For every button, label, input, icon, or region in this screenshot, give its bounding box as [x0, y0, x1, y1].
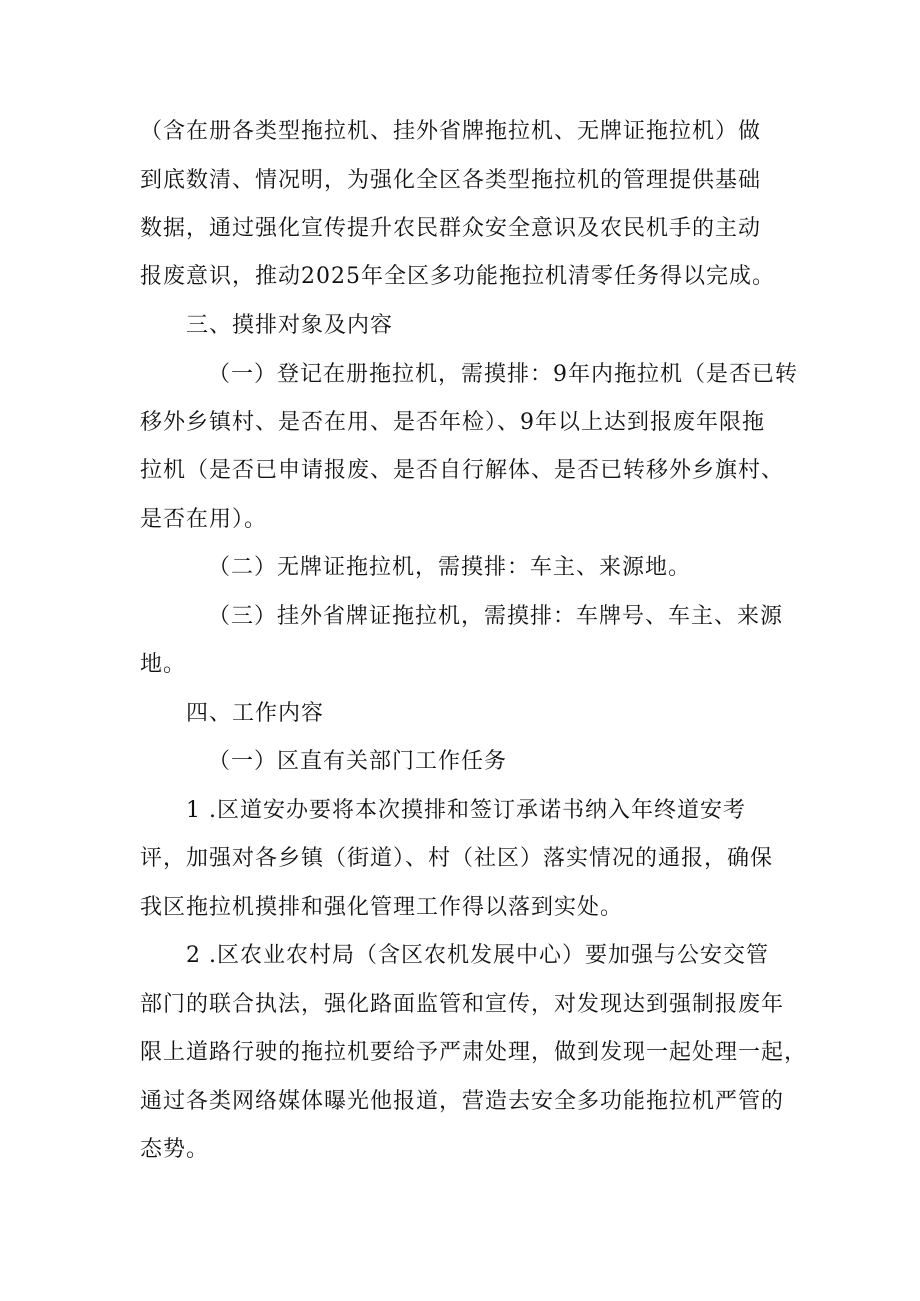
- paragraph-line: 数据，通过强化宣传提升农民群众安全意识及农民机手的主动: [140, 216, 762, 241]
- paragraph-line: 我区拖拉机摸排和强化管理工作得以落到实处。: [140, 895, 624, 920]
- paragraph-line: （二）无牌证拖拉机，需摸排：车主、来源地。: [208, 555, 692, 580]
- paragraph-line: 地。: [140, 652, 187, 677]
- section-heading: 四、工作内容: [186, 701, 325, 726]
- paragraph-line: 态势。: [140, 1137, 210, 1162]
- paragraph-line: 2 .区农业农村局（含区农机发展中心）要加强与公安交管: [186, 943, 769, 968]
- paragraph-line: 评，加强对各乡镇（街道）、村（社区）落实情况的通报，确保: [140, 846, 774, 871]
- paragraph-line: 部门的联合执法，强化路面监管和宣传，对发现达到强制报废年: [140, 992, 785, 1017]
- paragraph-line: 到底数清、情况明，为强化全区各类型拖拉机的管理提供基础: [140, 168, 762, 193]
- paragraph-line: 拉机（是否已申请报废、是否自行解体、是否已转移外乡旗村、: [140, 458, 785, 483]
- paragraph-line: （一）登记在册拖拉机，需摸排：9年内拖拉机（是否已转: [208, 362, 798, 387]
- paragraph-line: 限上道路行驶的拖拉机要给予严肃处理，做到发现一起处理一起，: [140, 1040, 808, 1065]
- paragraph-line: 移外乡镇村、是否在用、是否年检）、9年以上达到报废年限拖: [140, 410, 765, 435]
- paragraph-line: 通过各类网络媒体曝光他报道，营造去安全多功能拖拉机严管的: [140, 1089, 785, 1114]
- subsection-heading: （一）区直有关部门工作任务: [208, 749, 508, 774]
- paragraph-line: （含在册各类型拖拉机、挂外省牌拖拉机、无牌证拖拉机）做: [140, 119, 762, 144]
- paragraph-line: （三）挂外省牌证拖拉机，需摸排：车牌号、车主、来源: [208, 604, 784, 629]
- section-heading: 三、摸排对象及内容: [186, 313, 394, 338]
- paragraph-line: 是否在用）。: [140, 507, 268, 532]
- paragraph-line: 报废意识，推动2025年全区多功能拖拉机清零任务得以完成。: [140, 264, 775, 289]
- paragraph-line: 1 .区道安办要将本次摸排和签订承诺书纳入年终道安考: [186, 798, 746, 823]
